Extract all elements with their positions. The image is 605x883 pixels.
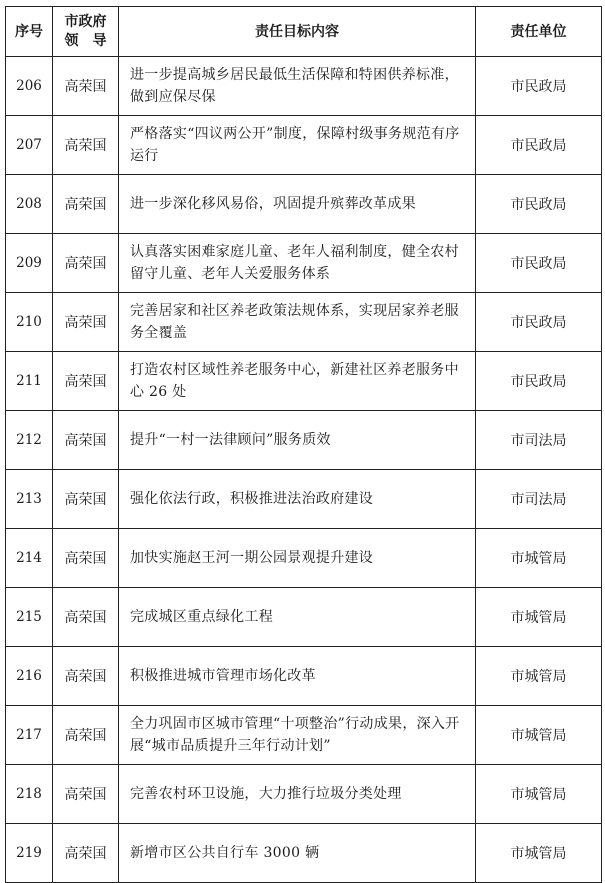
row-leader: 高荣国 <box>53 411 119 470</box>
row-leader: 高荣国 <box>53 57 119 116</box>
row-content: 认真落实困难家庭儿童、老年人福利制度，健全农村留守儿童、老年人关爱服务体系 <box>119 234 476 293</box>
header-row <box>6 7 602 57</box>
row-leader: 高荣国 <box>53 352 119 411</box>
table-row <box>6 765 602 824</box>
row-leader: 高荣国 <box>53 116 119 175</box>
row-number: 209 <box>6 234 53 293</box>
table-row <box>6 116 602 175</box>
table-row <box>6 470 602 529</box>
header-leader <box>53 7 119 57</box>
table-row <box>6 411 602 470</box>
row-number: 210 <box>6 293 53 352</box>
row-leader: 高荣国 <box>53 765 119 824</box>
row-leader: 高荣国 <box>53 824 119 883</box>
row-leader: 高荣国 <box>53 293 119 352</box>
row-unit: 市城管局 <box>476 765 602 824</box>
row-content: 完善居家和社区养老政策法规体系，实现居家养老服务全覆盖 <box>119 293 476 352</box>
row-unit: 市民政局 <box>476 293 602 352</box>
table-row <box>6 234 602 293</box>
row-number: 219 <box>6 824 53 883</box>
row-number: 215 <box>6 588 53 647</box>
row-number: 208 <box>6 175 53 234</box>
row-content: 完成城区重点绿化工程 <box>119 588 476 647</box>
row-unit: 市司法局 <box>476 470 602 529</box>
row-unit: 市城管局 <box>476 706 602 765</box>
table-row <box>6 529 602 588</box>
row-leader: 高荣国 <box>53 234 119 293</box>
row-number: 213 <box>6 470 53 529</box>
row-content: 新增市区公共自行车 3000 辆 <box>119 824 476 883</box>
row-number: 214 <box>6 529 53 588</box>
row-number: 218 <box>6 765 53 824</box>
header-leader-line2: 领 导 <box>64 32 107 49</box>
row-leader: 高荣国 <box>53 529 119 588</box>
row-unit: 市民政局 <box>476 116 602 175</box>
row-content: 打造农村区域性养老服务中心，新建社区养老服务中心 26 处 <box>119 352 476 411</box>
row-number: 207 <box>6 116 53 175</box>
row-unit: 市民政局 <box>476 175 602 234</box>
row-unit: 市城管局 <box>476 824 602 883</box>
row-unit: 市民政局 <box>476 234 602 293</box>
table-header <box>6 7 602 57</box>
row-unit: 市民政局 <box>476 352 602 411</box>
row-leader: 高荣国 <box>53 470 119 529</box>
table-row <box>6 175 602 234</box>
row-content: 全力巩固市区城市管理“十项整治”行动成果，深入开展“城市品质提升三年行动计划” <box>119 706 476 765</box>
table-row <box>6 352 602 411</box>
row-number: 211 <box>6 352 53 411</box>
row-leader: 高荣国 <box>53 706 119 765</box>
row-content: 提升“一村一法律顾问”服务质效 <box>119 411 476 470</box>
table-row <box>6 57 602 116</box>
row-unit: 市城管局 <box>476 647 602 706</box>
row-number: 217 <box>6 706 53 765</box>
header-leader-line1: 市政府 <box>64 13 107 30</box>
table-row <box>6 293 602 352</box>
row-content: 进一步深化移风易俗，巩固提升殡葬改革成果 <box>119 175 476 234</box>
header-no: 序号 <box>6 7 53 57</box>
row-number: 212 <box>6 411 53 470</box>
header-unit: 责任单位 <box>476 7 602 57</box>
row-unit: 市城管局 <box>476 588 602 647</box>
table-row <box>6 647 602 706</box>
row-content: 加快实施赵王河一期公园景观提升建设 <box>119 529 476 588</box>
row-number: 206 <box>6 57 53 116</box>
document-page <box>5 6 601 883</box>
responsibility-table <box>5 6 602 883</box>
row-content: 进一步提高城乡居民最低生活保障和特困供养标准，做到应保尽保 <box>119 57 476 116</box>
row-content: 严格落实“四议两公开”制度，保障村级事务规范有序运行 <box>119 116 476 175</box>
row-number: 216 <box>6 647 53 706</box>
row-leader: 高荣国 <box>53 588 119 647</box>
table-body <box>6 57 602 883</box>
row-unit: 市司法局 <box>476 411 602 470</box>
row-content: 完善农村环卫设施，大力推行垃圾分类处理 <box>119 765 476 824</box>
table-row <box>6 824 602 883</box>
row-leader: 高荣国 <box>53 647 119 706</box>
table-row <box>6 706 602 765</box>
row-content: 强化依法行政，积极推进法治政府建设 <box>119 470 476 529</box>
table-row <box>6 588 602 647</box>
row-unit: 市民政局 <box>476 57 602 116</box>
row-leader: 高荣国 <box>53 175 119 234</box>
row-content: 积极推进城市管理市场化改革 <box>119 647 476 706</box>
header-content: 责任目标内容 <box>119 7 476 57</box>
row-unit: 市城管局 <box>476 529 602 588</box>
